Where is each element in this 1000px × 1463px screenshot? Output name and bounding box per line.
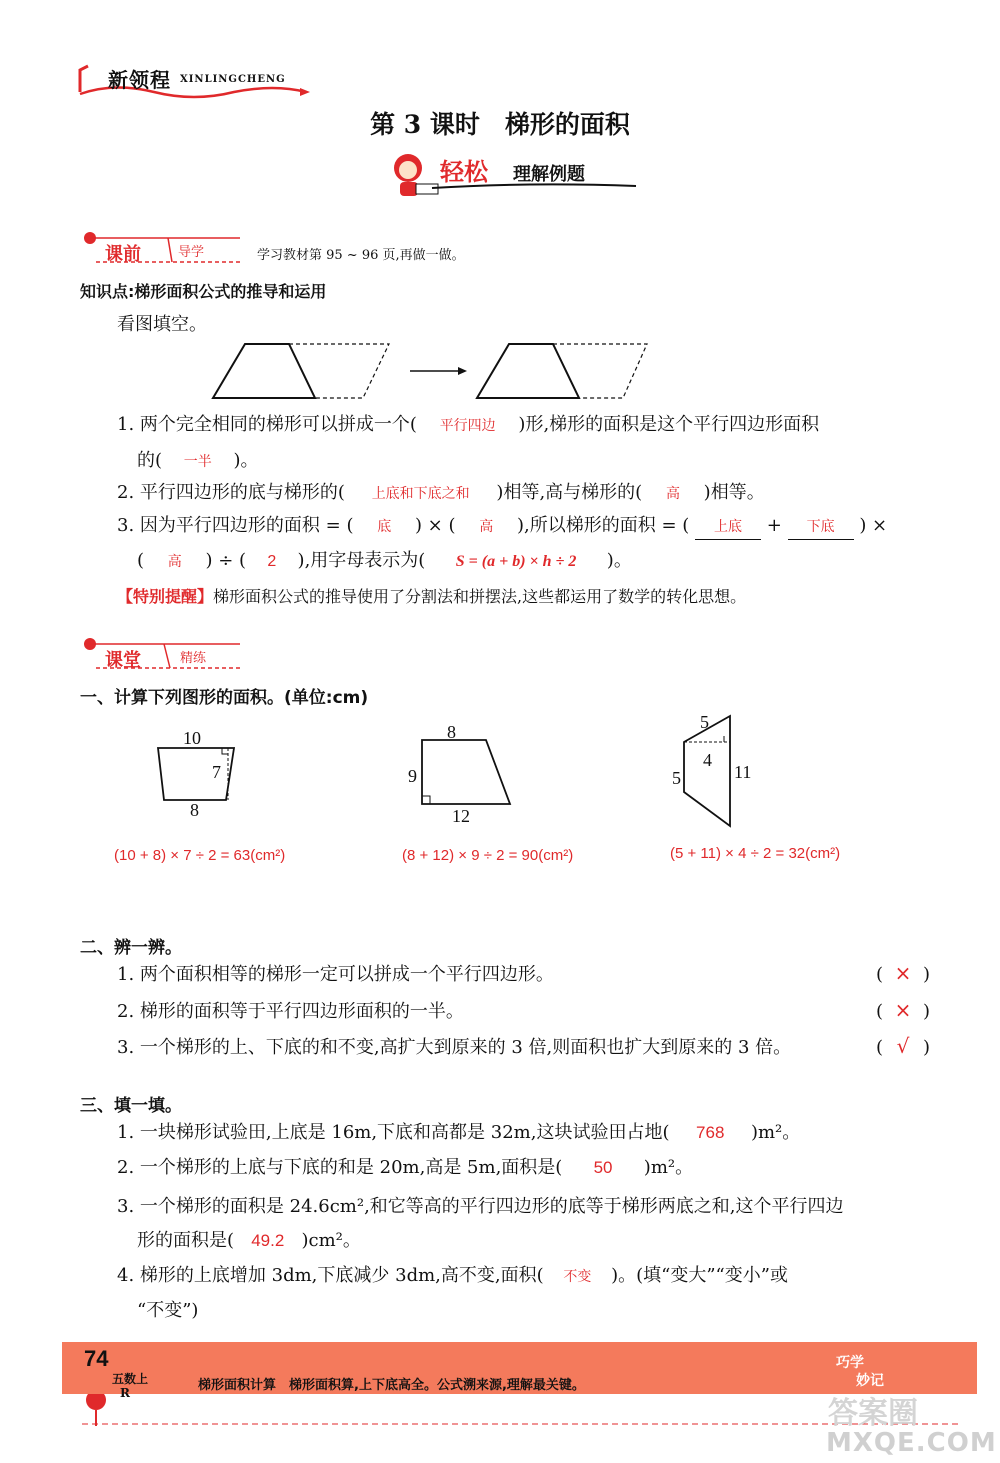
fig1-answer: (10 + 8) × 7 ÷ 2 = 63(cm²)	[114, 847, 286, 864]
q1-answer-b: 一半	[183, 454, 212, 470]
special-tip	[117, 584, 746, 607]
tip-label: 【特别提醒】	[117, 587, 214, 606]
q3-answer-b: 高	[479, 519, 494, 535]
fig1-top-label: 10	[183, 728, 201, 748]
fill-1-number: 1.	[117, 1122, 135, 1143]
fill-1-answer: 768	[696, 1123, 725, 1142]
fill-q3	[117, 1195, 844, 1219]
figure-2-trapezoid	[410, 734, 520, 810]
judge-2-number: 2.	[117, 1001, 135, 1022]
fig3-top-label: 5	[700, 712, 709, 732]
fig1-bottom-label: 8	[190, 800, 199, 820]
judge-3-text: 一个梯形的上、下底的和不变,高扩大到原来的 3 倍,则面积也扩大到原来的 3 倍。	[139, 1037, 792, 1058]
q1-number: 1.	[117, 414, 135, 435]
judge-3-number: 3.	[117, 1037, 135, 1058]
brand-subtitle: XINLINGCHENG	[180, 74, 286, 85]
preclass-q1-cont	[137, 449, 259, 474]
fill-2-answer: 50	[593, 1158, 613, 1177]
judge-3-bracket: ( √ )	[876, 1034, 931, 1058]
fill-q4-cont	[137, 1299, 198, 1323]
fill-4-answer: 不变	[563, 1269, 592, 1285]
q3-text-b: ) × (	[414, 515, 456, 536]
fill-1-text-a: 一块梯形试验田,上底是 16m,下底和高都是 32m,这块试验田占地(	[139, 1122, 670, 1143]
preclass-q1	[117, 413, 819, 438]
q3-answer-a: 底	[377, 519, 392, 535]
footer-edition: R	[120, 1386, 130, 1400]
prompt: 看图填空。	[117, 314, 207, 335]
fill-q1	[117, 1121, 800, 1145]
fig2-top-label: 8	[447, 722, 456, 742]
fig3-right-label: 11	[734, 762, 752, 782]
figure-1-trapezoid	[150, 740, 250, 808]
footer-grade: 五数上	[112, 1372, 149, 1386]
judge-1-number: 1.	[117, 964, 135, 985]
fill-3-number: 3.	[117, 1196, 135, 1217]
q2-answer-a: 上底和下底之和	[371, 486, 470, 502]
fig3-left-label: 5	[672, 768, 681, 788]
part1-title: 一、计算下列图形的面积。(单位:cm)	[80, 688, 369, 708]
q3-answer-c: 上底	[695, 515, 761, 540]
fill-4-text-b: )。(填“变大”“变小”或	[611, 1265, 788, 1286]
fill-q3-cont	[137, 1229, 361, 1253]
judge-item-3	[117, 1036, 791, 1060]
fill-3-text-a: 一个梯形的面积是 24.6cm²,和它等高的平行四边形的底等于梯形两底之和,这个平行四边	[139, 1196, 844, 1217]
judge-1-answer: ×	[894, 961, 912, 985]
q2-text-a: 平行四边形的底与梯形的(	[139, 482, 345, 503]
section-sub-inclass: 精练	[180, 651, 207, 666]
judge-3-answer: √	[896, 1034, 910, 1058]
preclass-q3-cont	[137, 549, 632, 574]
fig2-answer: (8 + 12) × 9 ÷ 2 = 90(cm²)	[402, 847, 574, 864]
fill-2-text-a: 一个梯形的上底与下底的和是 20m,高是 5m,面积是(	[139, 1157, 563, 1178]
fill-1-text-b: )m²。	[750, 1122, 801, 1143]
judge-item-2	[117, 1000, 464, 1024]
brand-name: 新领程	[108, 68, 171, 92]
fig3-answer: (5 + 11) × 4 ÷ 2 = 32(cm²)	[670, 845, 841, 862]
fill-3-answer: 49.2	[251, 1231, 285, 1250]
fill-2-number: 2.	[117, 1157, 135, 1178]
q2-answer-b: 高	[665, 486, 680, 502]
fig1-side-label: 7	[212, 762, 221, 782]
fill-4-text-a: 梯形的上底增加 3dm,下底减少 3dm,高不变,面积(	[139, 1265, 544, 1286]
q3-answer-g: S = (a + b) × h ÷ 2	[455, 553, 577, 570]
footer-mnemonic: 梯形面积计算 梯形面积算,上下底高全。公式溯来源,理解最关键。	[198, 1378, 585, 1393]
part3-title: 三、填一填。	[80, 1096, 182, 1116]
q3-number: 3.	[117, 515, 135, 536]
q3-text-c: ),所以梯形的面积 = (	[516, 515, 690, 536]
judge-2-bracket: ( × )	[876, 998, 931, 1022]
preclass-instruction: 学习教材第 95 ~ 96 页,再做一做。	[257, 248, 465, 263]
q3-text-a: 因为平行四边形的面积 = (	[139, 515, 354, 536]
judge-1-bracket: ( × )	[876, 961, 931, 985]
q3-text-f: ),用字母表示为(	[297, 550, 426, 571]
judge-2-answer: ×	[894, 998, 912, 1022]
page-number: 74	[84, 1346, 109, 1371]
judge-item-1	[117, 963, 554, 987]
q3-answer-e: 高	[167, 554, 182, 570]
watermark: MXQE.COM	[826, 1428, 997, 1458]
fill-3-text-b: 形的面积是(	[137, 1230, 235, 1251]
fig2-bottom-label: 12	[452, 806, 470, 826]
fill-4-number: 4.	[117, 1265, 135, 1286]
part2-title: 二、辨一辨。	[80, 938, 182, 958]
q2-text-b: )相等,高与梯形的(	[496, 482, 643, 503]
section-sub-preclass: 导学	[178, 245, 205, 260]
tip-text: 梯形面积公式的推导使用了分割法和拼摆法,这些都运用了数学的转化思想。	[213, 587, 747, 606]
section-head-inclass: 课堂	[105, 650, 141, 671]
banner-highlight: 轻松	[440, 158, 488, 186]
q3-open: (	[137, 550, 145, 571]
q1-text-b: )形,梯形的面积是这个平行四边形面积	[518, 414, 820, 435]
q3-plus: +	[766, 515, 782, 536]
fig3-height-label: 4	[703, 750, 712, 770]
preclass-q2	[117, 481, 765, 506]
section-head-preclass: 课前	[105, 244, 141, 265]
banner-text: 理解例题	[513, 164, 585, 185]
q1-text-a: 两个完全相同的梯形可以拼成一个(	[139, 414, 417, 435]
knowledge-point: 知识点:梯形面积公式的推导和运用	[80, 282, 327, 301]
trapezoid-diagram	[205, 338, 655, 406]
footer-tip-label: 巧学	[836, 1355, 864, 1371]
preclass-q3	[117, 514, 887, 540]
fig2-side-label: 9	[408, 766, 417, 786]
q1-text-c: 的(	[137, 450, 163, 471]
footer-tip-label-2: 妙记	[856, 1373, 884, 1389]
q3-answer-f: 2	[267, 553, 277, 570]
judge-2-text: 梯形的面积等于平行四边形面积的一半。	[139, 1001, 464, 1022]
q1-text-d: )。	[233, 450, 259, 471]
fill-2-text-b: )m²。	[643, 1157, 694, 1178]
q3-text-d: ) ×	[859, 515, 888, 536]
q2-number: 2.	[117, 482, 135, 503]
fill-q4	[117, 1264, 788, 1289]
fill-4-text-c: “不变”)	[137, 1300, 199, 1321]
watermark-cn: 答案圈	[828, 1396, 918, 1431]
fill-q2	[117, 1156, 693, 1180]
q3-answer-d: 下底	[788, 515, 854, 540]
q3-text-e: ) ÷ (	[205, 550, 247, 571]
judge-1-text: 两个面积相等的梯形一定可以拼成一个平行四边形。	[139, 964, 554, 985]
q3-text-g: )。	[606, 550, 632, 571]
fill-3-text-c: )cm²。	[301, 1230, 361, 1251]
q1-answer-a: 平行四边	[439, 418, 496, 434]
lesson-title: 第 3 课时 梯形的面积	[370, 110, 630, 139]
q2-text-c: )相等。	[703, 482, 765, 503]
